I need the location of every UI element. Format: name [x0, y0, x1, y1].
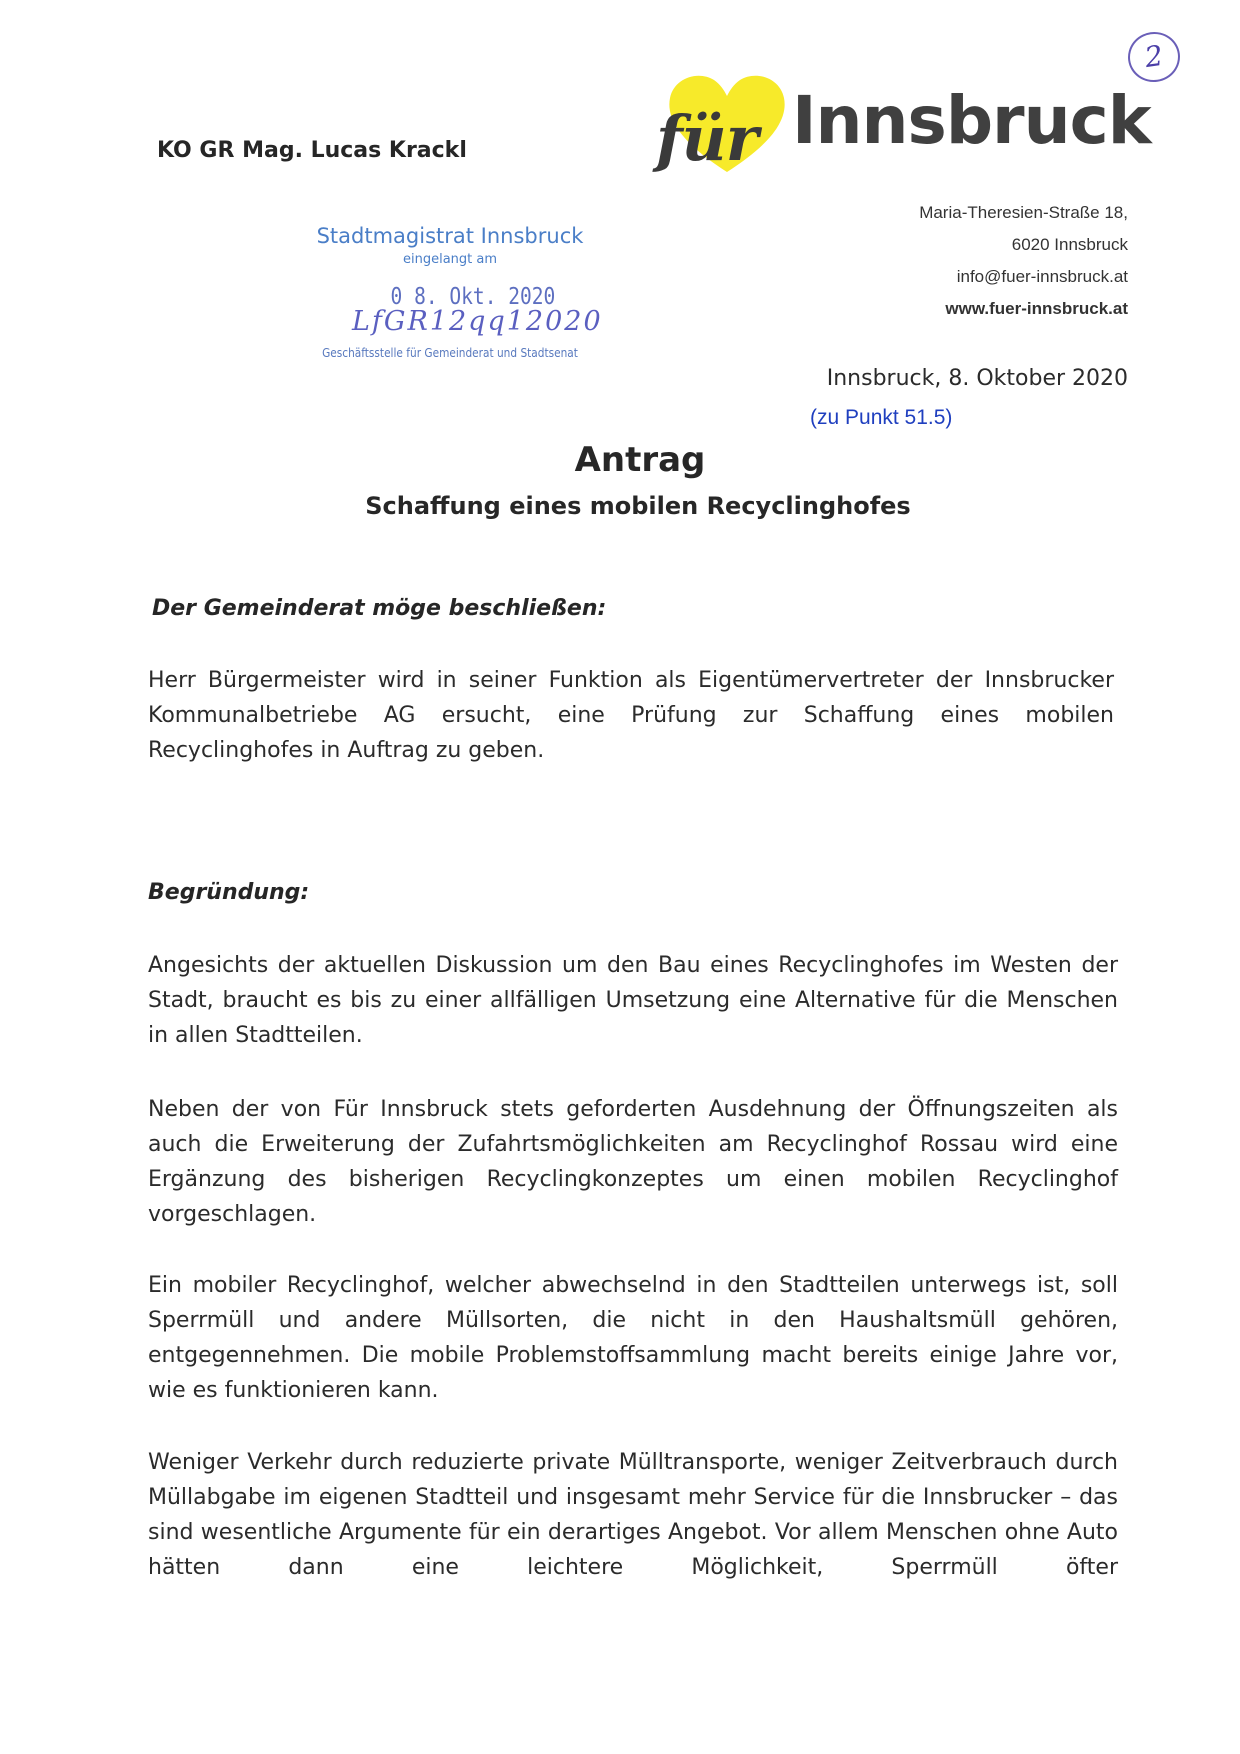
reason-paragraph: Angesichts der aktuellen Diskussion um den Bau eines Recyclinghofes im Westen der Stadt, braucht es bis zu einer allfälligen Umsetzung eine Alternative für die Menschen in allen Stadtteilen. [148, 953, 1118, 1048]
document-type-title: Antrag [574, 440, 706, 480]
stamp-footer: Geschäftsstelle für Gemeinderat und Stadtsenat [322, 346, 578, 360]
address-street: Maria-Theresien-Straße 18, [919, 203, 1128, 222]
address-email: info@fuer-innsbruck.at [956, 267, 1128, 286]
receipt-stamp [290, 222, 610, 372]
stamp-reference-number: LfGR12qq12020 [352, 306, 603, 337]
motion-text: Herr Bürgermeister wird in seiner Funktion als Eigentümervertreter der Innsbrucker Kommunalbetriebe AG ersucht, eine Prüfung zur Schaffung eines mobilen Recyclinghofes in Auftrag zu geben. [148, 668, 1114, 763]
address-city: 6020 Innsbruck [1011, 235, 1128, 254]
stamp-date: 0 8. Okt. 2020 [390, 284, 556, 310]
handwritten-page-number: 2 [1125, 29, 1183, 86]
reason-paragraph: Neben der von Für Innsbruck stets geforderten Ausdehnung der Öffnungszeiten als auch die Erweiterung der Zufahrtsmöglichkeiten am Recyclinghof Rossau wird eine Ergänzung des bisherigen Recyclingkonzeptes um einen mobilen Recyclinghof vorgeschlagen. [148, 1097, 1118, 1227]
reason-paragraph: Weniger Verkehr durch reduzierte private Mülltransporte, weniger Zeitverbrauch durch Müllabgabe im eigenen Stadtteil und insgesamt mehr Service für die Innsbrucker – das sind wesentliche Argumente für ein derartiges Angebot. Vor allem Menschen ohne Auto hätten dann eine leichtere Möglichkeit, Sperrmüll öfter [148, 1450, 1118, 1580]
address-web: www.fuer-innsbruck.at [945, 299, 1128, 318]
agenda-reference: (zu Punkt 51.5) [810, 406, 953, 429]
stamp-received-label: eingelangt am [402, 252, 498, 267]
fuer-innsbruck-logo [652, 68, 1151, 188]
logo-name-text: Innsbruck [792, 82, 1151, 159]
stamp-office: Stadtmagistrat Innsbruck [316, 224, 584, 248]
sender-address [919, 197, 1128, 325]
document-subject: Schaffung eines mobilen Recyclinghofes [365, 492, 911, 520]
reason-paragraph: Ein mobiler Recyclinghof, welcher abwechselnd in den Stadtteilen unterwegs ist, soll Sperrmüll und andere Müllsorten, die nicht in den Haushaltsmüll gehören, entgegennehmen. Die mobile Problemstoffsammlung macht bereits einige Jahre vor, wie es funktionieren kann. [148, 1273, 1118, 1403]
reason-heading: Begründung: [148, 880, 310, 905]
document-date: Innsbruck, 8. Oktober 2020 [826, 366, 1128, 391]
author-name: KO GR Mag. Lucas Krackl [157, 138, 467, 163]
motion-heading: Der Gemeinderat möge beschließen: [152, 596, 607, 621]
logo-fuer-text: für [656, 102, 758, 175]
